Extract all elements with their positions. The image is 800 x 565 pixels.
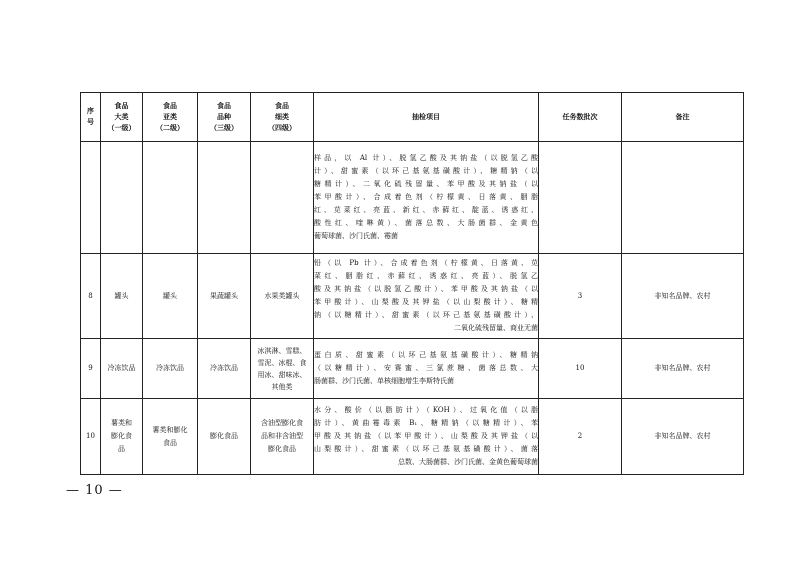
cell-seq: 10 (81, 399, 101, 475)
cell-seq: 9 (81, 339, 101, 399)
table-row (81, 339, 744, 399)
header-batch-count: 任务数批次 (539, 93, 622, 142)
table-row (81, 142, 744, 254)
cell-category-level3: 冷冻饮品 (198, 339, 251, 399)
header-seq: 序 号 (81, 93, 101, 142)
header-category-level3: 食品 品种 （三级） (198, 93, 251, 142)
cell-notes: 非知名品牌、农村 (622, 254, 744, 339)
cell-category-level1 (101, 142, 143, 254)
inspection-table (80, 92, 744, 475)
cell-category-level2 (143, 142, 198, 254)
cell-category-level3 (198, 142, 251, 254)
header-notes: 备注 (622, 93, 744, 142)
cell-category-level2: 冷冻饮品 (143, 339, 198, 399)
header-category-level4: 食品 细类 （四级） (251, 93, 314, 142)
cell-category-level4 (251, 142, 314, 254)
cell-inspection-items: 样品，以 Al 计）、脱氢乙酸及其钠盐（以脱氢乙酸 计）、甜蜜素（以环己基氨基磺酸计）、糖精钠（以 糖精计）、二氧化硫残留量、苯甲酸及其钠盐（以 苯甲酸计）、合成着色剂（柠檬黄、日落黄、胭脂 红、苋菜红、亮蓝、新红、赤藓红、靛蓝、诱惑红、 酸性红、喹啉黄）、菌落总数、大肠菌群、金黄色 葡萄球菌、沙门氏菌、霉菌 (314, 142, 539, 254)
cell-category-level4: 冰淇淋、雪糕、 雪泥、冰棍、食 用冰、甜味冰、 其他类 (251, 339, 314, 399)
cell-seq: 8 (81, 254, 101, 339)
cell-category-level2: 罐头 (143, 254, 198, 339)
cell-category-level4: 水果类罐头 (251, 254, 314, 339)
cell-category-level3: 膨化食品 (198, 399, 251, 475)
cell-category-level2: 薯类和膨化 食品 (143, 399, 198, 475)
cell-category-level3: 果蔬罐头 (198, 254, 251, 339)
cell-batch-count: 3 (539, 254, 622, 339)
table-row (81, 399, 744, 475)
cell-inspection-items: 蛋白质、甜蜜素（以环己基氨基磺酸计）、糖精钠 （以糖精计）、安赛蜜、三氯蔗糖、菌落总数、大 肠菌群、沙门氏菌、单核细胞增生李斯特氏菌 (314, 339, 539, 399)
header-inspection-items: 抽检项目 (314, 93, 539, 142)
cell-inspection-items: 铅（以 Pb 计）、合成着色剂（柠檬黄、日落黄、苋 菜红、胭脂红、赤藓红、诱惑红、亮蓝）、脱氢乙 酸及其钠盐（以脱氢乙酸计）、苯甲酸及其钠盐（以 苯甲酸计）、山梨酸及其钾盐（以山梨酸计）、糖精 钠（以糖精计）、甜蜜素（以环己基氨基磺酸计）、 二氧化硫残留量、商业无菌 (314, 254, 539, 339)
cell-category-level4: 含油型膨化食 品和非含油型 膨化食品 (251, 399, 314, 475)
cell-notes (622, 142, 744, 254)
cell-category-level1: 薯类和 膨化食 品 (101, 399, 143, 475)
table-row (81, 254, 744, 339)
cell-category-level1: 罐头 (101, 254, 143, 339)
table-header-row (81, 93, 744, 142)
cell-inspection-items: 水分、酸价（以脂肪计）（KOH）、过氧化值（以脂 肪计）、黄曲霉毒素 B₁、糖精钠（以糖精计）、苯 甲酸及其钠盐（以苯甲酸计）、山梨酸及其钾盐（以 山梨酸计）、甜蜜素（以环己基氨基磺酸计）、菌落 总数、大肠菌群、沙门氏菌、金黄色葡萄球菌 (314, 399, 539, 475)
cell-category-level1: 冷冻饮品 (101, 339, 143, 399)
cell-notes: 非知名品牌、农村 (622, 399, 744, 475)
header-category-level2: 食品 亚类 （二级） (143, 93, 198, 142)
cell-notes: 非知名品牌、农村 (622, 339, 744, 399)
cell-batch-count (539, 142, 622, 254)
cell-seq (81, 142, 101, 254)
cell-batch-count: 10 (539, 339, 622, 399)
page-number: — 10 — (66, 483, 123, 498)
header-category-level1: 食品 大类 （一级） (101, 93, 143, 142)
cell-batch-count: 2 (539, 399, 622, 475)
